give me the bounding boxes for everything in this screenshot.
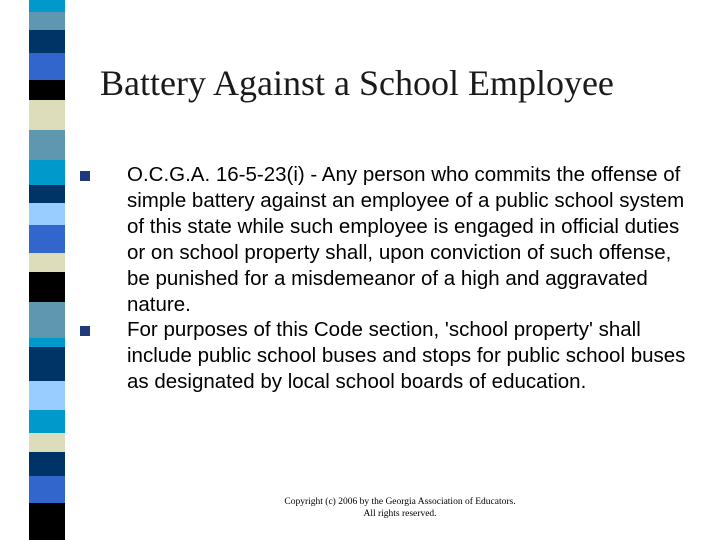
stripe-band (29, 130, 65, 160)
stripe-band (29, 302, 65, 338)
stripe-band (29, 0, 65, 12)
bullet-text: For purposes of this Code section, 'school property' shall include public school buses and stops for public school buses as designated by local school boards of education. (127, 318, 686, 394)
stripe-band (29, 347, 65, 381)
bullet-list (78, 162, 698, 395)
bullet-text: O.C.G.A. 16-5-23(i) - Any person who commits the offense of simple battery against an employee of a public school system of this state while such employee is engaged in official duties or on school property shall, upon conviction of such offense, be punished for a misdemeanor of a high and aggravated nature. (127, 163, 685, 316)
copyright-footer: Copyright (c) 2006 by the Georgia Association of Educators. All rights reserved. (284, 497, 516, 519)
stripe-band (29, 100, 65, 130)
square-bullet-icon (80, 326, 90, 336)
stripe-band (29, 80, 65, 100)
stripe-band (29, 160, 65, 185)
slide-title: Battery Against a School Employee (100, 63, 614, 103)
stripe-band (29, 203, 65, 225)
decorative-stripe (29, 0, 65, 540)
stripe-band (29, 476, 65, 503)
stripe-band (29, 503, 65, 540)
stripe-band (29, 381, 65, 410)
square-bullet-icon (80, 171, 90, 181)
stripe-band (29, 410, 65, 433)
stripe-band (29, 185, 65, 203)
stripe-band (29, 53, 65, 80)
bullet-item (78, 317, 698, 395)
stripe-band (29, 12, 65, 30)
stripe-band (29, 30, 65, 53)
stripe-band (29, 272, 65, 302)
stripe-band (29, 433, 65, 452)
stripe-band (29, 225, 65, 253)
bullet-item (78, 162, 698, 317)
stripe-band (29, 253, 65, 272)
stripe-band (29, 338, 65, 347)
stripe-band (29, 452, 65, 476)
